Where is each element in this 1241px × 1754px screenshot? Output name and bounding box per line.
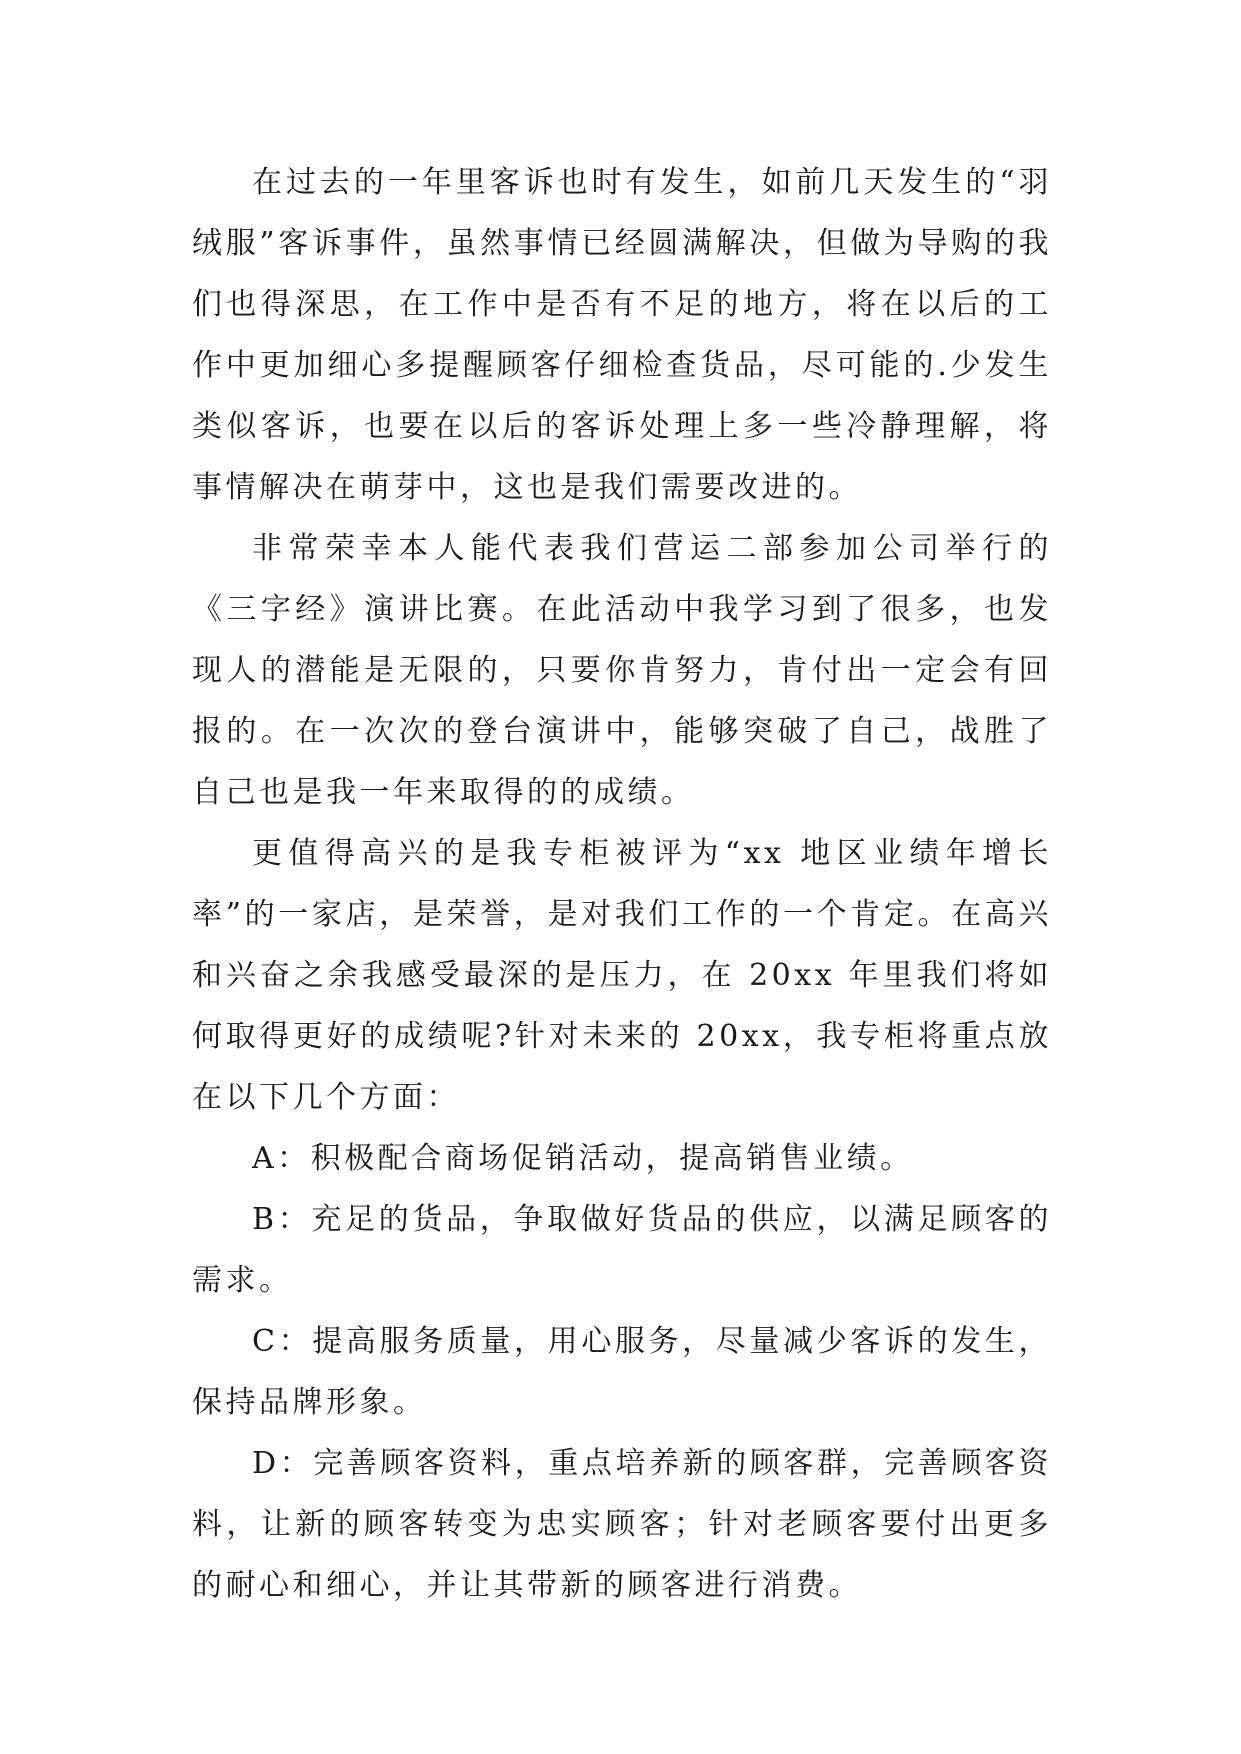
paragraph-customer-complaints: 在过去的一年里客诉也时有发生，如前几天发生的“羽绒服”客诉事件，虽然事情已经圆满解决，但做为导购的我们也得深思，在工作中是否有不足的地方，将在以后的工作中更加细心多提醒顾客仔细检查货品，尽可能的.少发生类似客诉，也要在以后的客诉处理上多一些冷静理解，将事情解决在萌芽中，这也是我们需要改进的。 (192, 165, 1052, 505)
list-item-a: A：积极配合商场促销活动，提高销售业绩。 (252, 1141, 914, 1176)
document-body (192, 152, 1052, 1616)
list-item-b: B：充足的货品，争取做好货品的供应，以满足顾客的需求。 (192, 1202, 1052, 1298)
paragraph-store-award: 更值得高兴的是我专柜被评为“xx 地区业绩年增长率”的一家店，是荣誉，是对我们工作的一个肯定。在高兴和兴奋之余我感受最深的是压力，在 20xx 年里我们将如何取得更好的成绩呢?针对未来的 20xx，我专柜将重点放在以下几个方面： (192, 836, 1052, 1115)
list-item-c: C：提高服务质量，用心服务，尽量减少客诉的发生，保持品牌形象。 (192, 1324, 1052, 1420)
paragraph-speech-contest: 非常荣幸本人能代表我们营运二部参加公司举行的《三字经》演讲比赛。在此活动中我学习到了很多，也发现人的潜能是无限的，只要你肯努力，肯付出一定会有回报的。在一次次的登台演讲中，能够突破了自己，战胜了自己也是我一年来取得的的成绩。 (192, 531, 1052, 810)
list-item-d: D：完善顾客资料，重点培养新的顾客群，完善顾客资料，让新的顾客转变为忠实顾客；针对老顾客要付出更多的耐心和细心，并让其带新的顾客进行消费。 (192, 1446, 1052, 1603)
